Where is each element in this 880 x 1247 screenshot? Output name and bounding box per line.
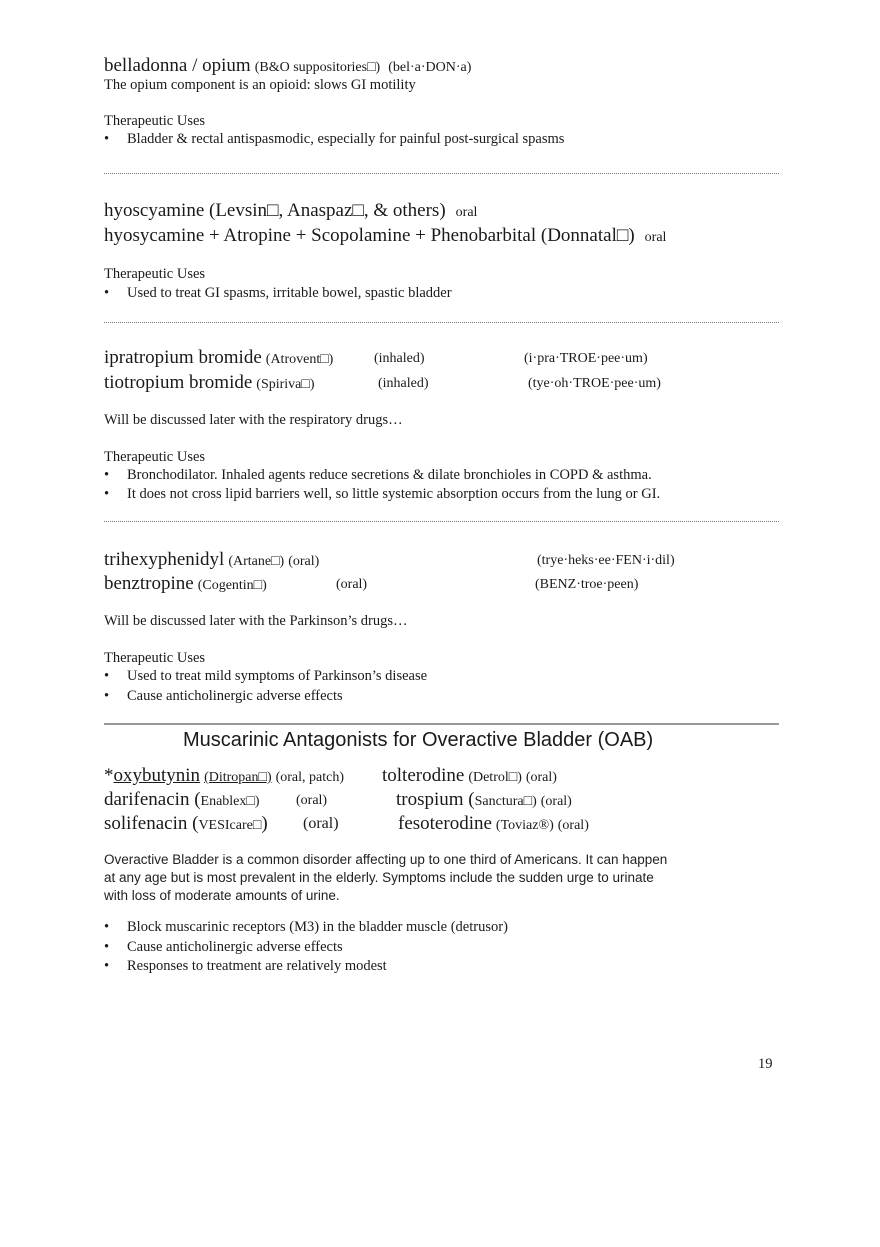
bullet-icon: • [104,939,110,955]
darifenacin-route: (oral) [296,793,328,808]
benztropine-row [104,573,267,595]
darifenacin-name: darifenacin ( [104,789,201,810]
hyoscyamine-line1 [104,200,477,222]
hyoscyamine-use-text: Used to treat GI spasms, irritable bowel, spastic bladder [127,285,452,301]
donnatal-name: hyosycamine + Atropine + Scopolamine + Phenobarbital (Donnatal□) [104,225,635,246]
tiotropium-route: (inhaled) [378,376,429,391]
belladonna-brand: (B&O suppositories□) [254,60,381,75]
trihexyphenidyl-note: Will be discussed later with the Parkinson’s drugs… [104,613,408,629]
oxybutynin-row [104,765,344,787]
oxybutynin-brand: (Ditropan□) [204,770,272,785]
solifenacin-close: ) [261,813,268,834]
oxybutynin-asterisk: * [104,765,114,786]
page-number: 19 [758,1056,773,1072]
tiotropium-pronunciation: (tye·oh·TROE·pee·um) [528,376,661,391]
hyoscyamine-uses-title: Therapeutic Uses [104,266,206,282]
oab-bullet-text: Cause anticholinergic adverse effects [127,939,343,955]
benztropine-name: benztropine [104,573,194,594]
section-divider-solid [104,723,779,725]
bullet-icon: • [104,919,110,935]
fesoterodine-name: fesoterodine [398,813,492,834]
section-divider [104,322,779,323]
trihexyphenidyl-use-text: Cause anticholinergic adverse effects [127,688,343,704]
oab-description-line: Overactive Bladder is a common disorder affecting up to one third of Americans. It can happen [104,852,668,867]
bullet-icon: • [104,467,110,483]
benztropine-brand: (Cogentin□) [197,578,267,593]
tolterodine-row [382,765,557,787]
darifenacin-row [104,789,260,811]
trospium-brand: Sanctura□) [474,794,537,809]
oab-description-line: at any age but is most prevalent in the elderly. Symptoms include the sudden urge to urinate [104,870,654,885]
bullet-icon: • [104,688,110,704]
trihexyphenidyl-row [104,549,319,571]
trihexyphenidyl-name: trihexyphenidyl [104,549,225,570]
donnatal-line [104,225,666,247]
solifenacin-route: (oral) [303,815,339,832]
belladonna-uses-title: Therapeutic Uses [104,113,206,129]
oab-description-line: with loss of moderate amounts of urine. [104,888,340,903]
belladonna-use-text: Bladder & rectal antispasmodic, especially for painful post-surgical spasms [127,131,565,147]
tiotropium-brand: (Spiriva□) [256,377,315,392]
hyoscyamine-route: oral [455,205,478,220]
bullet-icon: • [104,131,110,147]
bullet-icon: • [104,958,110,974]
fesoterodine-route: (oral) [557,818,589,833]
ipratropium-use-text: It does not cross lipid barriers well, so little systemic absorption occurs from the lung or GI. [127,486,661,502]
ipratropium-uses-title: Therapeutic Uses [104,449,206,465]
solifenacin-name: solifenacin ( [104,813,199,834]
belladonna-pronunciation: (bel·a·DON·a) [388,60,472,75]
fesoterodine-brand: (Toviaz®) [495,818,554,833]
section-divider [104,521,779,522]
bullet-icon: • [104,668,110,684]
darifenacin-brand: Enablex□) [200,794,260,809]
tolterodine-brand: (Detrol□) [468,770,522,785]
trospium-row [396,789,572,811]
belladonna-note: The opium component is an opioid: slows GI motility [104,77,416,93]
ipratropium-name: ipratropium bromide [104,347,262,368]
fesoterodine-row [398,813,589,835]
oab-bullet-text: Block muscarinic receptors (M3) in the bladder muscle (detrusor) [127,919,508,935]
benztropine-route: (oral) [336,577,368,592]
belladonna-heading [104,55,471,77]
trihexyphenidyl-use-text: Used to treat mild symptoms of Parkinson’s disease [127,668,428,684]
trospium-name: trospium ( [396,789,475,810]
solifenacin-row [104,813,268,835]
trihexyphenidyl-route: (oral) [288,554,320,569]
bullet-icon: • [104,285,110,301]
oxybutynin-name: oxybutynin [113,765,201,786]
ipratropium-route: (inhaled) [374,351,425,366]
oab-bullet-text: Responses to treatment are relatively modest [127,958,387,974]
belladonna-name: belladonna / opium [104,55,251,76]
tiotropium-row [104,372,315,394]
ipratropium-note: Will be discussed later with the respiratory drugs… [104,412,403,428]
tiotropium-name: tiotropium bromide [104,372,253,393]
ipratropium-brand: (Atrovent□) [265,352,334,367]
tolterodine-name: tolterodine [382,765,465,786]
ipratropium-row [104,347,333,369]
section-divider [104,173,779,174]
ipratropium-use-text: Bronchodilator. Inhaled agents reduce secretions & dilate bronchioles in COPD & asthma. [127,467,652,483]
oxybutynin-route: (oral, patch) [275,770,345,785]
donnatal-route: oral [644,230,667,245]
tolterodine-route: (oral) [525,770,557,785]
trihexyphenidyl-uses-title: Therapeutic Uses [104,650,206,666]
trihexyphenidyl-brand: (Artane□) [228,554,285,569]
ipratropium-pronunciation: (i·pra·TROE·pee·um) [524,351,648,366]
benztropine-pronunciation: (BENZ·troe·peen) [535,577,639,592]
trihexyphenidyl-pronunciation: (trye·heks·ee·FEN·i·dil) [537,553,675,568]
bullet-icon: • [104,486,110,502]
hyoscyamine-name: hyoscyamine (Levsin□, Anaspaz□, & others) [104,200,446,221]
trospium-route: (oral) [540,794,572,809]
oab-heading: Muscarinic Antagonists for Overactive Bladder (OAB) [183,729,654,751]
solifenacin-brand: VESIcare□ [198,818,262,833]
